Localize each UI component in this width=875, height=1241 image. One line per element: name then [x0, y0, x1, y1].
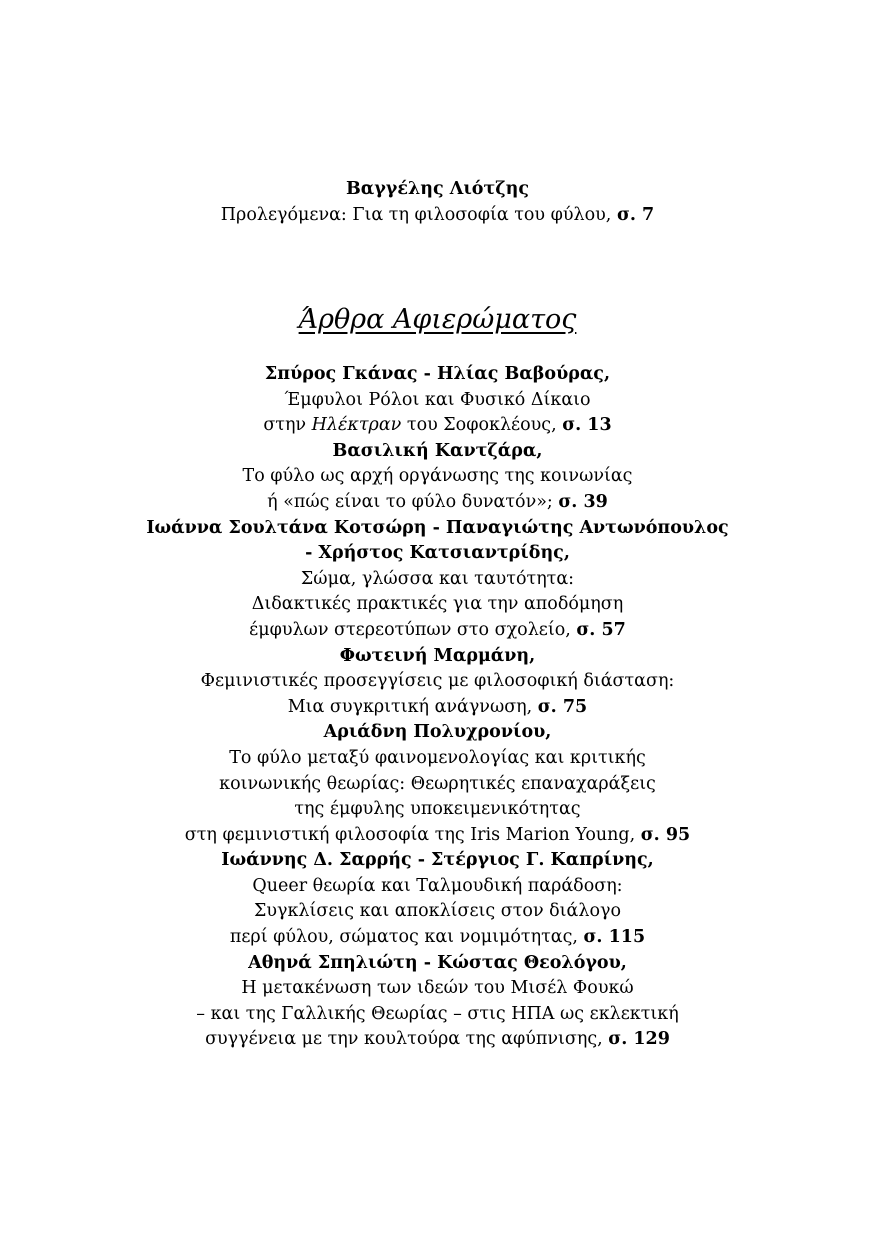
article-title-line: Συγκλίσεις και αποκλίσεις στον διάλογο [254, 901, 621, 922]
article-page-number: σ. 13 [562, 415, 612, 436]
article-title-line [0, 823, 875, 849]
article-page-number: σ. 95 [640, 824, 691, 845]
article-page-number: σ. 57 [576, 619, 626, 640]
intro-title: Προλεγόμενα: Για τη φιλοσοφία του φύλου, [220, 204, 612, 225]
article-title-line: Έμφυλοι Ρόλοι και Φυσικό Δίκαιο [284, 389, 591, 410]
article-title-line: Η μετακένωση των ιδεών του Μισέλ Φουκώ [241, 978, 634, 999]
article-author: Αριάδνη Πολυχρονίου, [323, 722, 552, 743]
article-title-line: Το φύλο μεταξύ φαινομενολογίας και κριτικής [229, 747, 646, 768]
article-author: - Χρήστος Κατσιαντρίδης, [305, 543, 570, 564]
article-page-number: σ. 129 [608, 1029, 670, 1050]
article-title-text: έμφυλων στερεοτύπων στο σχολείο, [249, 619, 571, 640]
article-title-line: – και της Γαλλικής Θεωρίας – στις ΗΠΑ ως εκλεκτική [196, 1003, 679, 1024]
article-list [0, 362, 875, 1053]
article-title-text: συγγένεια με την κουλτούρα της αφύπνισης, [205, 1029, 603, 1050]
article-entry [0, 516, 875, 644]
article-author: Ιωάννα Σουλτάνα Κοτσώρη - Παναγιώτης Αντωνόπουλος [146, 517, 729, 538]
article-entry [0, 951, 875, 1053]
intro-entry [0, 177, 875, 228]
article-author: Βασιλική Καντζάρα, [332, 440, 543, 461]
intro-title-line [0, 203, 875, 229]
article-title-text: του Σοφοκλέους, [406, 415, 557, 436]
article-title-text: στη φεμινιστική φιλοσοφία της Iris Marion Young, [184, 824, 636, 845]
article-title-line: Queer θεωρία και Ταλμουδική παράδοση: [252, 875, 623, 896]
article-title-text: περί φύλου, σώματος και νομιμότητας, [229, 927, 578, 948]
article-title-line [0, 695, 875, 721]
article-entry [0, 362, 875, 439]
intro-author: Βαγγέλης Λιότζης [346, 179, 529, 199]
article-author: Σπύρος Γκάνας - Ηλίας Βαβούρας, [264, 364, 611, 384]
article-title-line: Φεμινιστικές προσεγγίσεις με φιλοσοφική διάσταση: [200, 671, 675, 692]
article-page-number: σ. 39 [558, 491, 608, 512]
article-title-text: στην [263, 415, 307, 436]
article-entry [0, 720, 875, 848]
article-title-line [0, 1027, 875, 1053]
article-title-line [0, 618, 875, 644]
article-page-number: σ. 115 [583, 927, 646, 948]
article-page-number: σ. 75 [537, 696, 588, 717]
article-author: Ιωάννης Δ. Σαρρής - Στέργιος Γ. Καπρίνης, [221, 850, 654, 871]
article-title-italic: Ηλέκτραν [311, 415, 402, 436]
article-title-line: Το φύλο ως αρχή οργάνωσης της κοινωνίας [242, 466, 633, 487]
article-title-text: Μια συγκριτική ανάγνωση, [287, 696, 533, 717]
article-title-text: ή «πώς είναι το φύλο δυνατόν»; [267, 491, 553, 512]
article-entry [0, 644, 875, 721]
section-title: Άρθρα Αφιερώματος [298, 304, 577, 335]
article-title-line: κοινωνικής θεωρίας: Θεωρητικές επαναχαράξεις [219, 773, 656, 794]
article-author: Φωτεινή Μαρμάνη, [339, 645, 536, 666]
article-title-line: Διδακτικές πρακτικές για την αποδόμηση [251, 594, 624, 615]
article-title-line [0, 413, 875, 439]
article-entry [0, 439, 875, 516]
article-title-line: της έμφυλης υποκειμενικότητας [294, 799, 581, 820]
article-author: Αθηνά Σπηλιώτη - Κώστας Θεολόγου, [248, 952, 627, 973]
article-title-line [0, 925, 875, 951]
article-title-line: Σώμα, γλώσσα και ταυτότητα: [300, 568, 575, 589]
article-title-line [0, 490, 875, 516]
article-entry [0, 848, 875, 950]
intro-page-number: σ. 7 [616, 204, 655, 225]
